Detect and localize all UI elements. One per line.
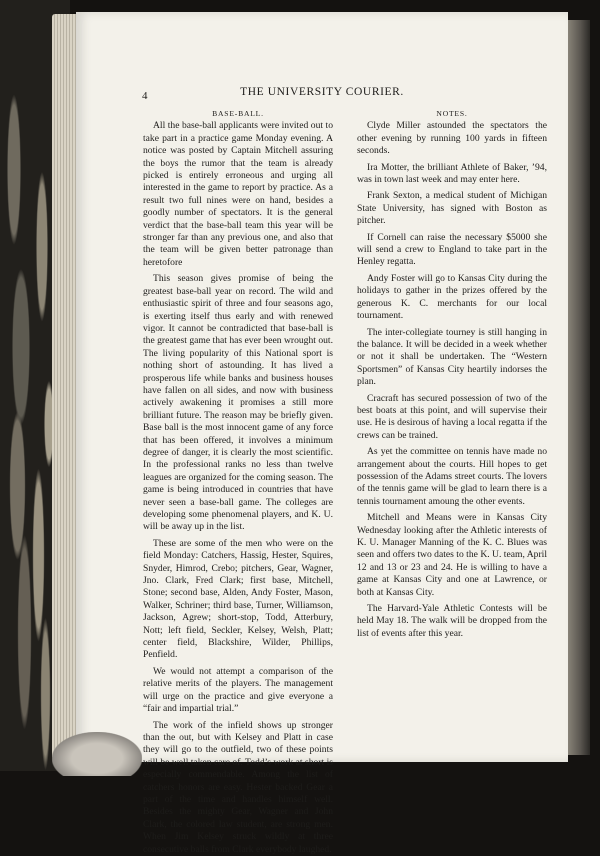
note-paragraph: The Harvard-Yale Athletic Contests will be held May 18. The walk will be dropped from the list of events after this year.	[357, 603, 547, 639]
book-page	[76, 12, 568, 855]
baseball-paragraph: We would not attempt a comparison of the relative merits of the players. The management will urge on the practice and give everyone a “fair and impartial trial.”	[143, 665, 333, 715]
left-column	[143, 108, 333, 856]
baseball-paragraph: These are some of the men who were on the field Monday: Catchers, Hassig, Hester, Squires, Snyder, Himrod, Crebo; pitchers, Gear, Wagner, Jno. Clark, Fred Clark; first base, Mitchell, Stone; second base, Alden, Andy Foster, Mason, Walker, Schriner; third base, Turner, Williamson, Jackson, Agrew; short-stop, Todd, Atterbury, Nott; left field, Seckler, Kelsey, Welsh, Platt; center field, Blackshire, Wilder, Phillips, Penfield.	[143, 537, 333, 661]
note-paragraph: Clyde Miller astounded the spectators the other evening by running 100 yards in fifteen seconds.	[357, 120, 547, 157]
scanner-thumb	[52, 732, 142, 776]
right-column	[357, 108, 547, 640]
page-number: 4	[142, 90, 148, 102]
note-paragraph: Cracraft has secured possession of two of the best boats at this point, and will supervise their use. He is desirous of having a local regatta if the crews can be trained.	[357, 392, 547, 441]
page-edges	[52, 14, 78, 759]
note-paragraph: If Cornell can raise the necessary $5000 she will send a crew to England to take part in the Henley regatta.	[357, 231, 547, 268]
baseball-paragraph: The work of the infield shows up stronger than the out, but with Kelsey and Platt in case they will go to the outfield, two of these points will be well taken care of. Todd’s work at short is especially commendable. Among the list of catchers honors are easy. Hester backed Gear a part of the time and handles himself well. Besides the mighty Gear, Wagner and John Clark, the colored law student, are strong men. When Jim Kelsey struck wildly at three consecutive balls from Clark everybody laughed.	[143, 719, 333, 855]
note-paragraph: Mitchell and Means were in Kansas City Wednesday looking after the Athletic interests of K. U. Manager Manning of the K. C. Blues was seen and offers two dates to the K. U. team, April 12 and 13 or 23 and 24. He is willing to have a game at Kansas City and one at Lawrence, or both at Kansas City.	[357, 512, 547, 598]
baseball-heading: BASE-BALL.	[212, 109, 264, 118]
note-paragraph: As yet the committee on tennis have made no arrangement about the courts. Hill hopes to get possession of the Adams street courts. The lovers of the tennis game will be glad to learn there is a tennis tournament amoung the other events.	[357, 446, 547, 507]
note-paragraph: Frank Sexton, a medical student of Michigan State University, has signed with Boston as pitcher.	[357, 190, 547, 227]
note-paragraph: Ira Motter, the brilliant Athlete of Baker, ’94, was in town last week and may enter here.	[357, 161, 547, 186]
baseball-paragraph: All the base-ball applicants were invited out to take part in a practice game Monday evening. A notice was posted by Captain Mitchell assuring the boys the rumor that the team is already picked is entirely erroneous and urging all interested in the game to report by practice. As a result two full nines were on hand, besides a goodly number of spectators. It is the general verdict that the base-ball team this year will be stronger far than any previous one, and also that the team will be given better patronage than heretofore	[143, 120, 333, 268]
note-paragraph: Andy Foster will go to Kansas City during the holidays to gather in the prizes offered by the generous K. C. merchants for our local tournament.	[357, 272, 547, 322]
baseball-paragraph: This season gives promise of being the greatest base-ball year on record. The wild and enthusiastic spirit of three and four seasons ago, is exerting itself thus early and with renewed vigor. It cannot be contradicted that base-ball is the greatest game that has ever been wrought out. The living popularity of this National sport is nothing short of astounding. It has lived a prosperous life while banks and business houses have fallen on all sides, and now with business actively awakening it promises a still more brilliant future. The reason may be briefly given. Base ball is the most innocent game of any force that has been offered, it involves a minimum degree of danger, it is clearly the most scientific. In the professional ranks no less than twelve leagues are organized for the coming season. The game is being introduced in countries that have never seen a base-ball game. The colleges are developing some phenomenal players, and K. U. will be away up in the list.	[143, 273, 333, 533]
binding-shadow	[566, 20, 590, 755]
notes-heading: NOTES.	[436, 109, 468, 118]
running-head: THE UNIVERSITY COURIER.	[240, 86, 404, 98]
note-paragraph: The inter-collegiate tourney is still hanging in the balance. It will be decided in a week whether or not it shall be undertaken. The “Western Sportsmen” of Kansas City heartily indorses the plan.	[357, 326, 547, 388]
